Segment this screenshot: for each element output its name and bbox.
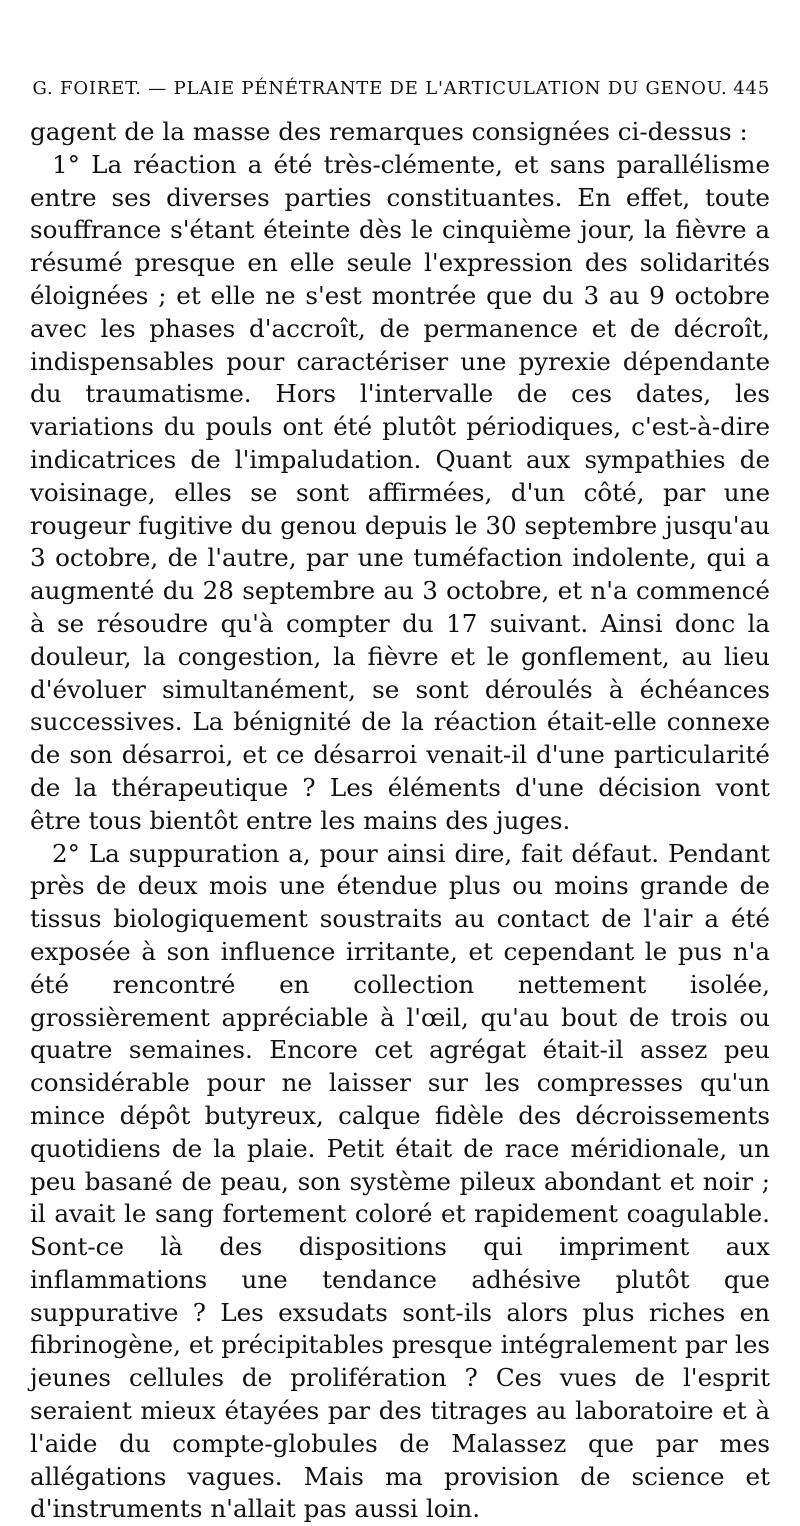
paragraph-suppuration: 2° La suppuration a, pour ainsi dire, fait défaut. Pendant près de deux mois une étendue plus ou moins grande de tissus biologiquement soustraits au contact de l'air a été exposée à son influence irritante, et cependant le pus n'a été rencontré en collection nettement isolée, grossièrement appréciable à l'œil, qu'au bout de trois ou quatre semaines. Encore cet agrégat était-il assez peu considérable pour ne laisser sur les compresses qu'un mince dépôt butyreux, calque fidèle des décroissements quotidiens de la plaie. Petit était de race méridionale, un peu basané de peau, son système pileux abondant et noir ; il avait le sang fortement coloré et rapidement coagulable. Sont-ce là des dispositions qui impriment aux inflammations une tendance adhésive plutôt que suppurative ? Les exsudats sont-ils alors plus riches en fibrinogène, et précipitables presque intégralement par les jeunes cellules de prolifération ? Ces vues de l'esprit seraient mieux étayées par des titrages au laboratoire et à l'aide du compte-globules de Malassez que par mes allégations vagues. Mais ma provision de science et d'instruments n'allait pas aussi loin. xyxy=(30,838,770,1524)
page-number: 445 xyxy=(733,78,770,99)
book-page xyxy=(30,72,770,1526)
paragraph-continuation: gagent de la masse des remarques consignées ci-dessus : xyxy=(30,117,748,146)
running-header xyxy=(30,72,770,106)
body-text xyxy=(30,116,770,1526)
running-title: G. FOIRET. — PLAIE PÉNÉTRANTE DE L'ARTICULATION DU GENOU. xyxy=(32,78,728,99)
paragraph-reaction: 1° La réaction a été très-clémente, et sans parallélisme entre ses diverses parties constituantes. En effet, toute souffrance s'étant éteinte dès le cinquième jour, la fièvre a résumé presque en elle seule l'expression des solidarités éloignées ; et elle ne s'est montrée que du 3 au 9 octobre avec les phases d'accroît, de permanence et de décroît, indispensables pour caractériser une pyrexie dépendante du traumatisme. Hors l'intervalle de ces dates, les variations du pouls ont été plutôt périodiques, c'est-à-dire indicatrices de l'impaludation. Quant aux sympathies de voisinage, elles se sont affirmées, d'un côté, par une rougeur fugitive du genou depuis le 30 septembre jusqu'au 3 octobre, de l'autre, par une tuméfaction indolente, qui a augmenté du 28 septembre au 3 octobre, et n'a commencé à se résoudre qu'à compter du 17 suivant. Ainsi donc la douleur, la congestion, la fièvre et le gonflement, au lieu d'évoluer simultanément, se sont déroulés à échéances successives. La bénignité de la réaction était-elle connexe de son désarroi, et ce désarroi venait-il d'une particularité de la thérapeutique ? Les éléments d'une décision vont être tous bientôt entre les mains des juges. xyxy=(30,149,770,835)
